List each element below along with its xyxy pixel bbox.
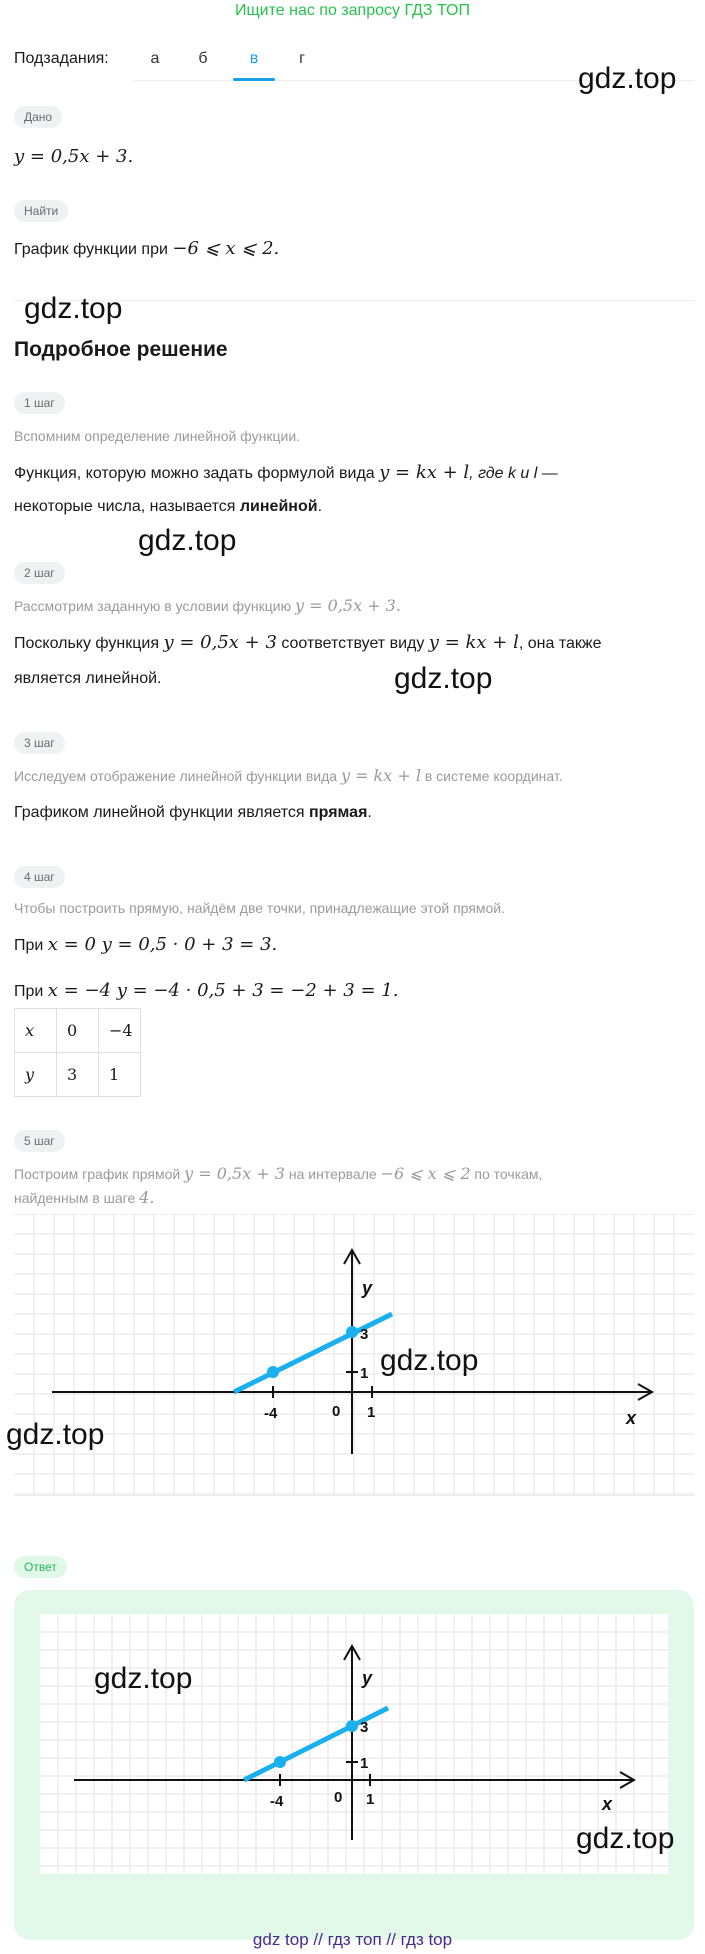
step-text: [14, 462, 558, 483]
step-formula: x = 0 y = 0,5 · 0 + 3 = 3.: [47, 934, 278, 955]
table-row: [15, 1009, 141, 1053]
x-label: x: [602, 1794, 613, 1814]
step-text-part: При: [14, 983, 48, 1000]
step-text: [14, 632, 601, 653]
find-badge: Найти: [14, 200, 68, 222]
step-text: [14, 804, 372, 822]
point-0-3: [346, 1720, 358, 1732]
step-hint-part: в системе координат.: [420, 768, 563, 784]
table-cell: 3: [57, 1053, 99, 1097]
step-badge: 5 шаг: [14, 1130, 65, 1152]
table-cell: −4: [99, 1009, 141, 1053]
step-hint: [14, 766, 563, 785]
step-text-part: .: [367, 804, 372, 821]
step-formula: y = 0,5x + 3.: [295, 596, 401, 615]
given-badge: Дано: [14, 106, 62, 128]
tab-g[interactable]: г: [299, 50, 305, 67]
table-cell: x: [15, 1009, 57, 1053]
step-formula: y = kx + l: [379, 462, 470, 483]
table-cell: y: [15, 1053, 57, 1097]
step-text-part: Поскольку функция: [14, 635, 164, 652]
subtasks-label: Подзадания:: [14, 50, 109, 67]
tab-b[interactable]: б: [198, 50, 208, 67]
search-banner: Ищите нас по запросу ГДЗ ТОП: [235, 2, 470, 19]
origin-label: 0: [334, 1789, 343, 1806]
step-text-part: .: [317, 498, 323, 515]
y-label: y: [362, 1668, 373, 1688]
find-text-prefix: График функции при: [14, 241, 173, 258]
step-formula: y = 0,5x + 3: [163, 632, 277, 653]
step-hint: [14, 596, 401, 615]
step-hint: Чтобы построить прямую, найдём две точки, принадлежащие этой прямой.: [14, 900, 505, 916]
step-text-part: Функция, которую можно задать формулой вида: [14, 465, 380, 482]
find-formula: −6 ⩽ x ⩽ 2.: [172, 238, 280, 259]
point-0-3: [346, 1326, 358, 1338]
step-text-bold: линейной: [239, 498, 318, 515]
step-text-part: , где k и l —: [469, 465, 558, 482]
point-label: 3: [360, 1719, 369, 1736]
watermark: gdz.top: [138, 524, 237, 557]
watermark: gdz.top: [24, 292, 123, 325]
grid-lines: [14, 1214, 694, 1496]
graph-answer: [40, 1614, 668, 1874]
table-row: [15, 1053, 141, 1097]
tab-a[interactable]: а: [150, 50, 160, 67]
find-text: [14, 238, 279, 259]
given-formula: y = 0,5x + 3.: [14, 146, 134, 167]
point-neg4-1: [274, 1756, 286, 1768]
step-badge: 3 шаг: [14, 732, 65, 754]
tick-neg4-label: -4: [264, 1405, 278, 1422]
table-cell: 0: [57, 1009, 99, 1053]
values-table: [14, 1008, 141, 1097]
step-formula: −6 ⩽ x ⩽ 2: [380, 1164, 471, 1183]
step-formula: y = 0,5x + 3: [184, 1164, 285, 1183]
step-hint-part: по точкам,: [470, 1166, 543, 1182]
step-formula: x = −4 y = −4 · 0,5 + 3 = −2 + 3 = 1.: [47, 980, 399, 1001]
step-hint: [14, 1164, 542, 1183]
footer-links[interactable]: gdz top // гдз топ // гдз top: [252, 1930, 453, 1949]
solution-title: Подробное решение: [14, 338, 228, 361]
step-formula: y = kx + l: [340, 766, 421, 785]
origin-label: 0: [332, 1403, 341, 1420]
watermark: gdz.top: [576, 1822, 675, 1855]
watermark: gdz.top: [578, 62, 677, 95]
step-text-bold: прямая: [308, 804, 368, 821]
step-text-part: некоторые числа, называется: [14, 498, 240, 515]
watermark: gdz.top: [394, 662, 493, 695]
tick-y1-label: 1: [360, 1755, 369, 1772]
tick-x1-label: 1: [366, 1791, 375, 1808]
step-text-part: Графиком линейной функции является: [14, 804, 309, 821]
active-tab-indicator: [233, 78, 275, 81]
watermark: gdz.top: [380, 1344, 479, 1377]
tab-v[interactable]: в: [249, 50, 259, 67]
step-hint-part: на интервале: [284, 1166, 381, 1182]
watermark: gdz.top: [94, 1662, 193, 1695]
step-hint-part: Исследуем отображение линейной функции вида: [14, 768, 341, 784]
step-hint-part: Построим график прямой: [14, 1166, 185, 1182]
graph-step5: [14, 1214, 694, 1496]
step-text-part: При: [14, 937, 48, 954]
step-text-part: соответствует виду: [276, 635, 429, 652]
step-formula: y = kx + l: [428, 632, 519, 653]
point-neg4-1: [267, 1366, 279, 1378]
y-label: y: [362, 1278, 373, 1298]
step-badge: 1 шаг: [14, 392, 65, 414]
step-text-part: , она также: [518, 635, 602, 652]
step-hint: [14, 1188, 154, 1207]
step-hint-part: найденным в шаге: [14, 1190, 140, 1206]
table-cell: 1: [99, 1053, 141, 1097]
tick-x1-label: 1: [367, 1404, 376, 1421]
step-badge: 2 шаг: [14, 562, 65, 584]
point-label: 3: [360, 1326, 369, 1343]
tick-neg4-label: -4: [270, 1793, 284, 1810]
watermark: gdz.top: [6, 1418, 105, 1451]
tick-y1-label: 1: [360, 1365, 369, 1382]
step-formula: 4.: [139, 1188, 155, 1207]
step-text: является линейной.: [14, 670, 162, 687]
step-hint-part: Рассмотрим заданную в условии функцию: [14, 598, 296, 614]
step-text: [14, 934, 277, 955]
step-text: [14, 498, 322, 516]
x-label: x: [626, 1408, 637, 1428]
step-hint: Вспомним определение линейной функции.: [14, 428, 301, 444]
graph-answer-bg: [40, 1614, 668, 1874]
answer-badge: Ответ: [14, 1556, 67, 1578]
step-text: [14, 980, 398, 1001]
step-badge: 4 шаг: [14, 866, 65, 888]
